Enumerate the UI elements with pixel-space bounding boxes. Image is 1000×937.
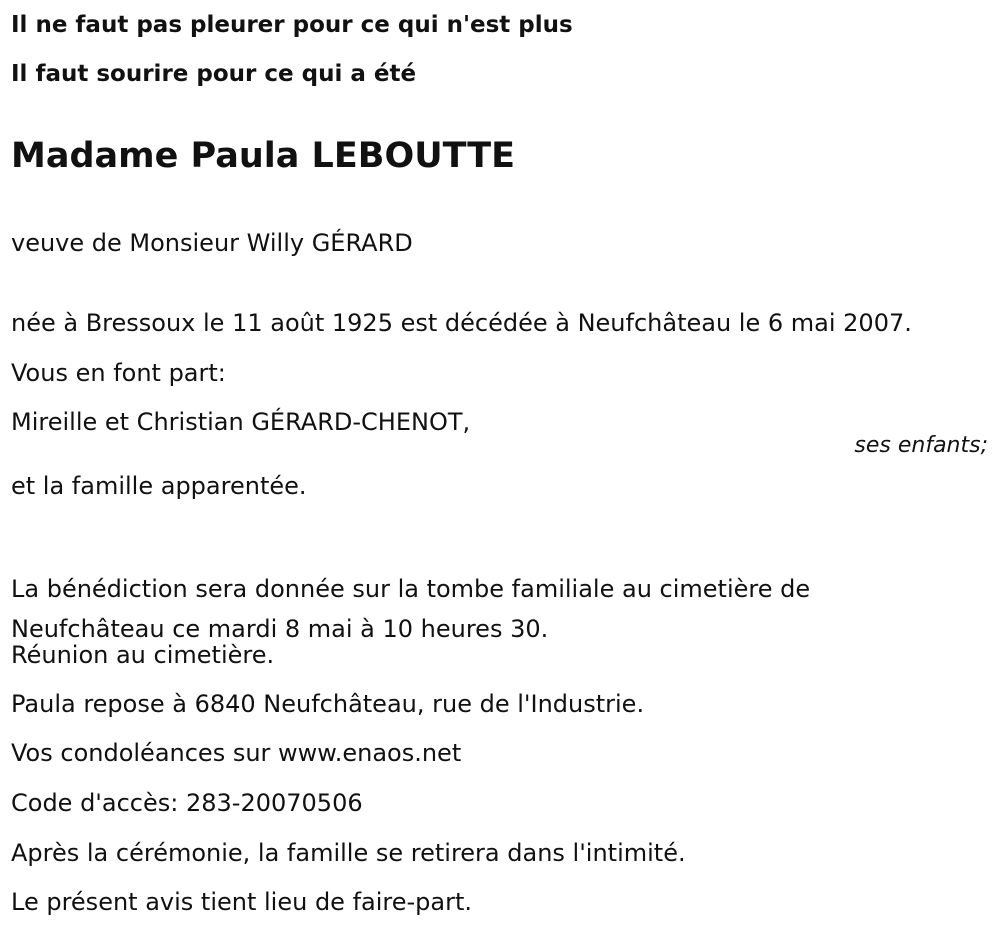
announcers-intro: Vous en font part:: [11, 359, 226, 387]
deceased-name: Madame Paula LEBOUTTE: [11, 136, 516, 176]
after-ceremony-line: Après la cérémonie, la famille se retirera dans l'intimité.: [11, 839, 686, 867]
blessing-paragraph: La bénédiction sera donnée sur la tombe familiale au cimetière de Neufchâteau ce mardi 8 mai à 10 heures 30.: [11, 575, 811, 643]
children-role: ses enfants;: [854, 433, 988, 458]
epigraph-line-1: Il ne faut pas pleurer pour ce qui n'est plus: [11, 12, 573, 38]
spouse-line: veuve de Monsieur Willy GÉRARD: [11, 229, 413, 257]
epigraph-line-2: Il faut sourire pour ce qui a été: [11, 61, 417, 87]
meeting-line: Réunion au cimetière.: [11, 641, 275, 669]
rest-line: Paula repose à 6840 Neufchâteau, rue de l'Industrie.: [11, 690, 645, 718]
family-line: et la famille apparentée.: [11, 472, 307, 500]
birth-death-line: née à Bressoux le 11 août 1925 est décédée à Neufchâteau le 6 mai 2007.: [11, 309, 912, 337]
condolences-line: Vos condoléances sur www.enaos.net: [11, 739, 462, 767]
notice-line: Le présent avis tient lieu de faire-part.: [11, 888, 473, 916]
children-names: Mireille et Christian GÉRARD-CHENOT,: [11, 408, 471, 436]
access-code-line: Code d'accès: 283-20070506: [11, 789, 363, 817]
